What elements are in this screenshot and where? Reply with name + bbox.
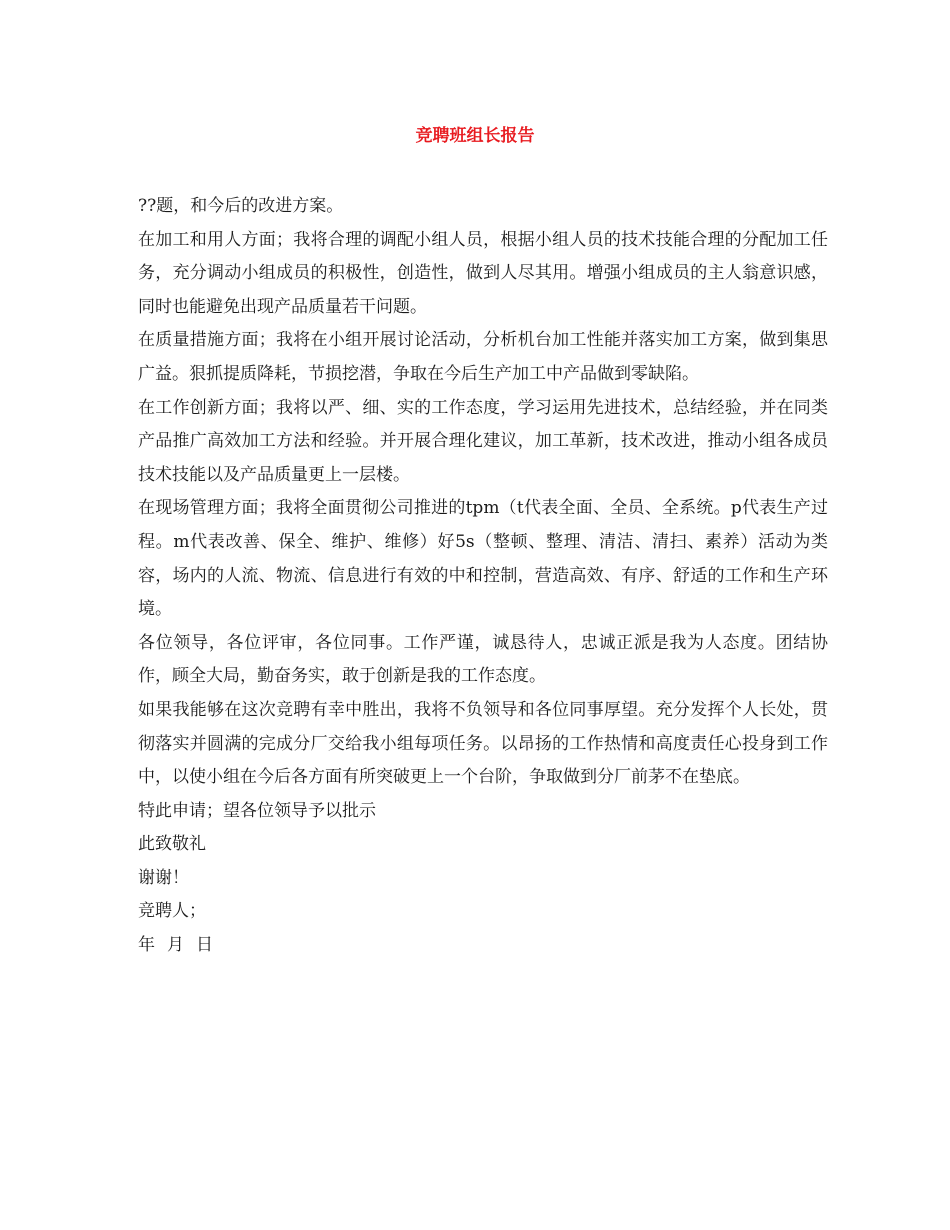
paragraph-staffing: 在加工和用人方面；我将合理的调配小组人员，根据小组人员的技术技能合理的分配加工任务，充分调动小组成员的积极性，创造性，做到人尽其用。增强小组成员的主人翁意识感，同时也能避免出现产品质量若干问题。	[138, 229, 828, 317]
paragraph-salutation: 此致敬礼	[138, 834, 206, 855]
paragraph-thanks: 谢谢！	[138, 867, 189, 888]
date-line	[138, 929, 828, 963]
date-year-label: 年	[138, 935, 155, 956]
paragraph-request: 特此申请；望各位领导予以批示	[138, 800, 376, 821]
paragraph-innovation: 在工作创新方面；我将以严、细、实的工作态度，学习运用先进技术，总结经验，并在同类产品推广高效加工方法和经验。并开展合理化建议，加工革新，技术改进，推动小组各成员技术技能以及产品质量更上一层楼。	[138, 397, 828, 485]
date-day-label: 日	[196, 935, 213, 956]
date-month-label: 月	[167, 935, 184, 956]
paragraph-applicant: 竞聘人；	[138, 901, 206, 922]
paragraph-quality: 在质量措施方面；我将在小组开展讨论活动，分析机台加工性能并落实加工方案，做到集思广益。狠抓提质降耗，节损挖潜，争取在今后生产加工中产品做到零缺陷。	[138, 330, 828, 384]
document-body	[138, 190, 828, 963]
paragraph-site-management: 在现场管理方面；我将全面贯彻公司推进的tpm（t代表全面、全员、全系统。p代表生产过程。m代表改善、保全、维护、维修）好5s（整顿、整理、清洁、清扫、素养）活动为类容，场内的人流、物流、信息进行有效的中和控制，营造高效、有序、舒适的工作和生产环境。	[138, 498, 828, 620]
paragraph-address-attitude: 各位领导，各位评审，各位同事。工作严谨，诚恳待人，忠诚正派是我为人态度。团结协作，顾全大局，勤奋务实，敢于创新是我的工作态度。	[138, 632, 828, 687]
paragraph-commitment: 如果我能够在这次竞聘有幸中胜出，我将不负领导和各位同事厚望。充分发挥个人长处，贯彻落实并圆满的完成分厂交给我小组每项任务。以昂扬的工作热情和高度责任心投身到工作中，以使小组在今后各方面有所突破更上一个台阶，争取做到分厂前茅不在垫底。	[138, 699, 828, 788]
paragraph-intro-fragment: ??题，和今后的改进方案。	[138, 196, 344, 216]
document-title: 竞聘班组长报告	[415, 126, 535, 146]
